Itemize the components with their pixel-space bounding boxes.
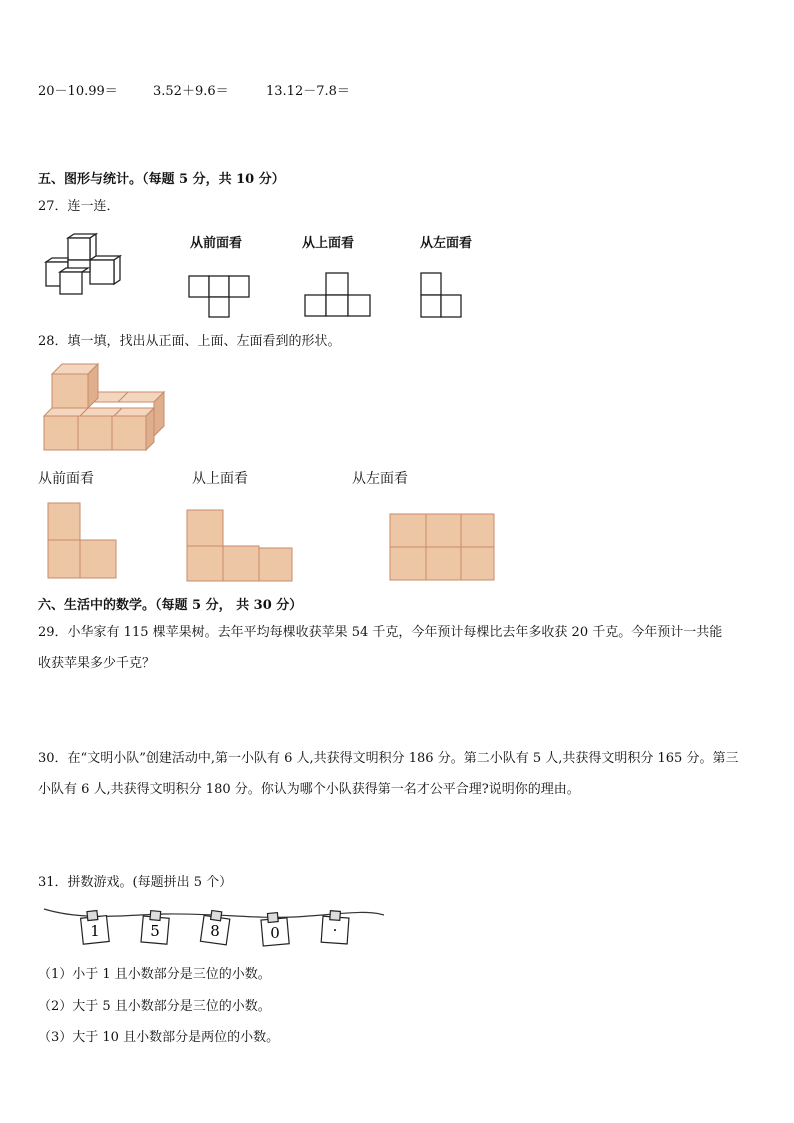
q27-shape-inverted-t[interactable]	[304, 272, 372, 318]
q27-shape-t[interactable]	[188, 275, 252, 319]
q28-view-front-label: 从前面看	[38, 471, 94, 487]
calc-3: 13.12－7.8＝	[266, 84, 350, 99]
section6-title: 六、生活中的数学。（每题 5 分， 共 30 分）	[38, 598, 303, 613]
q28-view-left-label: 从左面看	[352, 471, 408, 487]
q28-text: 28．填一填，找出从正面、上面、左面看到的形状。	[38, 334, 341, 349]
q31-item-3: （3）大于 10 且小数部分是两位的小数。	[38, 1030, 280, 1045]
q31-number-cards	[44, 905, 394, 953]
q27-view-top-label: 从上面看	[302, 236, 355, 251]
section5-title: 五、图形与统计。（每题 5 分，共 10 分）	[38, 172, 285, 187]
q27-text: 27．连一连．	[38, 199, 120, 214]
q27-view-left-label: 从左面看	[420, 236, 473, 251]
q28-top-view-shape	[186, 509, 294, 583]
calc-2: 3.52＋9.6＝	[153, 84, 229, 99]
q28-left-view-shape	[389, 513, 497, 583]
q31-item-1: （1）小于 1 且小数部分是三位的小数。	[38, 967, 271, 982]
card-4: 0	[270, 924, 280, 942]
q31-text: 31．拼数游戏。(每题拼出 5 个）	[38, 875, 233, 890]
q28-front-view-shape	[47, 502, 119, 582]
q28-cube-figure	[44, 362, 174, 454]
card-1: 1	[90, 922, 100, 940]
q29-line1: 29．小华家有 115 棵苹果树。去年平均每棵收获苹果 54 千克，今年预计每棵比去年多收获 20 千克。今年预计一共能	[38, 625, 723, 640]
q27-shape-l[interactable]	[420, 272, 464, 320]
card-2: 5	[150, 922, 160, 940]
card-3: 8	[210, 922, 220, 940]
q27-view-front-label: 从前面看	[190, 236, 243, 251]
calc-1: 20－10.99＝	[38, 84, 118, 99]
q27-cube-figure	[44, 234, 126, 296]
q30-line2: 小队有 6 人,共获得文明积分 180 分。你认为哪个小队获得第一名才公平合理?说明你的理由。	[38, 782, 580, 797]
q29-line2: 收获苹果多少千克？	[38, 656, 156, 671]
q28-view-top-label: 从上面看	[192, 471, 248, 487]
card-5: ·	[332, 921, 338, 939]
q30-line1: 30．在“文明小队”创建活动中,第一小队有 6 人,共获得文明积分 186 分。第二小队有 5 人,共获得文明积分 165 分。第三	[38, 751, 739, 766]
q31-item-2: （2）大于 5 且小数部分是三位的小数。	[38, 999, 271, 1014]
